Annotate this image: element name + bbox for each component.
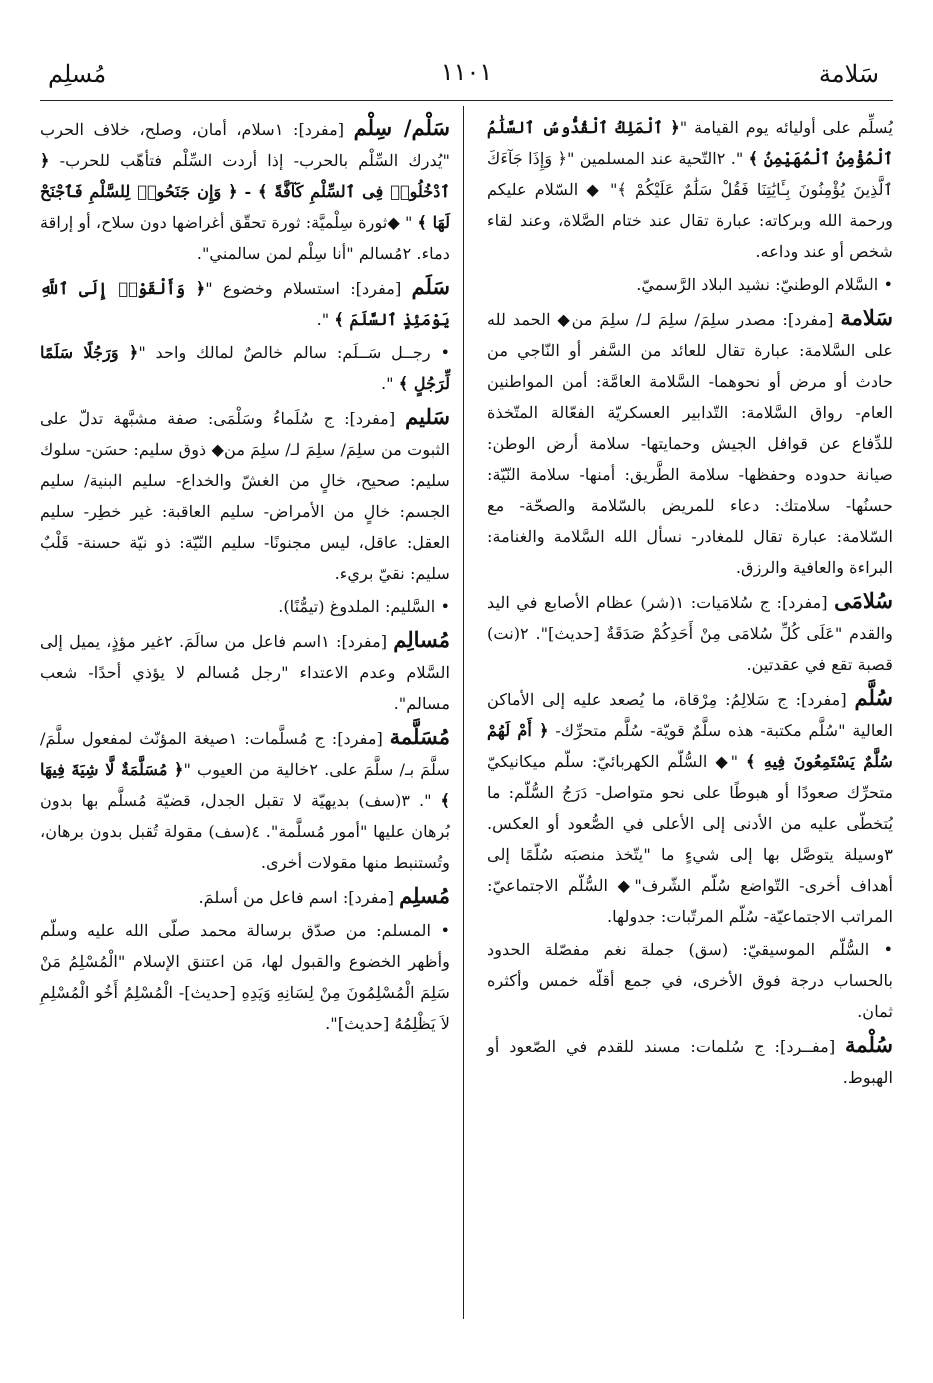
definition-text: [مفرد]: استسلام وخضوع " [205,279,412,298]
definition-text: [مفرد]: مصدر سلِمَ/ سلِمَ لـ/ سلِمَ من◆ الحمد لله على السَّلامة: عبارة تقال للعائد من السَّفر أو النّاجي من حادث أو مرض أو نحوهما- السَّلامة العامَّة: أمن المواطنين العام- رواق السَّلامة: التّدابير العسكريّة الفعّالة المتّخذة للدِّفاع عن قوافل الجيش وحمايتها- سلامة أرض الوطن: صيانة حدوده وحفظها- سلامة الطَّريق: أمنها- سلامة النّيّة: حسنُها- سلامتك: دعاء للمريض بالسّلامة والصحّة- مع السّلامة: عبارة تقال للمغادر- نسأل الله السَّلامة والغنامة: البراءة والعافية والرزق. [487,310,893,577]
dictionary-entry [40,624,450,719]
dictionary-entry [40,591,450,622]
definition-text: [مفرد]: ج سُلامَيات: ١(شر) عظام الأصابع في اليد والقدم "عَلَى كُلِّ سُلامَى مِنْ أَحَدِكُمْ صَدَقَةٌ [حديث]". ٢(نت) قصبة تقع في عقدتين. [487,593,893,674]
dictionary-entry [487,682,893,932]
definition-text: [مفرد]: ١سلام، أمان، وصلح، خلاف الحرب "يُدرك السِّلْم بالحرب- إذا أردت السِّلْم فتأهّب للحرب- [40,120,450,170]
definition-text: • السُّلّم الموسيقيّ: (سق) جملة نغم مفصّلة الحدود بالحساب درجة فوق الأخرى، في جمع أقلّه خمس وأكثره ثمان. [487,940,893,1021]
right-column [487,112,893,1095]
left-column [40,112,450,1041]
definition-text: [مفرد]: ج سَلالِمُ: مِرْقاة، ما يُصعد عليه إلى الأماكن العالية "سُلَّم مكتبة- هذه سلَّمٌ قويّة- سُلَّم متحرِّك- [487,690,893,740]
column-divider [463,106,464,1319]
dictionary-entry [40,271,450,335]
definition-text: [مفرد]: ج سُلَماءُ وسَلْمَى: صفة مشبَّهة تدلّ على الثبوت من سلِمَ/ سلِمَ لـ/ سلِمَ من◆ ذوق سليم: حسَن- سلوك سليم: صحيح، خالٍ من الغشّ والخداع- سليم البنية/ سليم الجسم: خالٍ من الأمراض- سليم العاقبة: غير خطِر- سليم العقل: عاقل، ليس مجنونًا- سليم النّيّة: ذو نيّة حسنة- قَلْبٌ سليم: نقيّ بريء. [40,409,450,583]
definition-text: • السَّلام الوطنيّ: نشيد البلاد الرَّسميّ. [636,275,893,294]
definition-text-cont: "◆ السُّلّم الكهربائيّ: سلّم ميكانيكيّ متحرِّك صعودًا أو هبوطًا على نحو متواصل- دَرَجُ السُّلّم: ما يُتخطّى عليه من الأدنى إلى الأعلى في الصُّعود أو العكس. ٣وسيلة يتوصَّل بها إلى شيءٍ ما "يتّخذ منصبَه سُلّمًا إلى أهداف أخرى- التّواضع سُلّم الشّرف"◆ السُّلّم الاجتماعيّ: المراتب الاجتماعيّة- سُلّم المرتّبات: جدولها. [487,752,893,926]
definition-text: [مفــرد]: ج سُلمات: مسند للقدم في الصّعود أو الهبوط. [487,1037,893,1087]
headword: مُسَلَّمة [389,724,450,749]
headword: سُلامَى [834,588,893,613]
quran-quote: ﴿ وَأَلْقَوْا۟ إِلَى ٱللَّهِ يَوْمَئِذٍ ٱلسَّلَمَ ﴾ [40,279,450,329]
quran-quote: ﴿ ٱدْخُلُوا۟ فِى ٱلسِّلْمِ كَآفَّةً ﴾ - ﴿ وَإِن جَنَحُوا۟ لِلسَّلْمِ فَٱجْنَحْ لَهَا ﴾ [40,151,450,232]
quran-quote: ﴿ وَرَجُلًا سَلَمًا لِّرَجُلٍ ﴾ [40,343,450,393]
headword: سَليم [405,404,450,429]
headword: مُسلِم [399,883,450,908]
headword: سَلْم/ سِلْم [353,115,451,140]
headword: سَلامة [840,305,893,330]
definition-text: [مفرد]: اسم فاعل من أسلمَ. [198,888,400,907]
dictionary-entry [487,934,893,1027]
quran-quote: ﴿ أَمْ لَهُمْ سُلَّمٌ يَسْتَمِعُونَ فِيهِ ﴾ [487,721,893,771]
header-rule [40,100,893,101]
headword: سُلْمة [845,1032,893,1057]
quran-quote: ﴿ مُسَلَّمَةٌ لَّا شِيَةَ فِيهَا ﴾ [40,760,450,810]
definition-text: • رجــل سَــلَم: سالم خالصٌ لمالك واحد " [138,343,450,362]
headword: مُسالِم [393,627,450,652]
definition-text: • المسلم: من صدّق برسالة محمد صلّى الله عليه وسلّم وأظهر الخضوع والقبول لها، مَن اعتنق الإسلام "الْمُسْلِمُ مَنْ سَلِمَ الْمُسْلِمُونَ مِنْ لِسَانِهِ وَيَدِهِ [حديث]- الْمُسْلِمُ أَخُو الْمُسْلِمِ لاَ يَظْلِمُهُ [حديث]". [40,921,450,1033]
definition-text: يُسلِّم على أوليائه يوم القيامة " [679,118,893,137]
definition-text-cont: ". ٢التّحية عند المسلمين "﴿ وَإِذَا جَآءَكَ ٱلَّذِينَ يُؤْمِنُونَ بِـَٔايَٰتِنَا فَقُلْ سَلَٰمٌ عَلَيْكُمْ ﴾" ◆ السّلام عليكم ورحمة الله وبركاته: عبارة تقال عند ختام الصَّلاة، وعند لقاء شخص أو عند وداعه. [487,149,893,261]
dictionary-entry [487,1029,893,1093]
dictionary-entry [487,585,893,680]
dictionary-entry [40,721,450,878]
dictionary-entry [40,880,450,913]
definition-text: • السَّليم: الملدوغ (تيمُّنًا). [278,597,450,616]
quran-quote: ﴿ ٱلْمَلِكُ ٱلْقُدُّوسُ ٱلسَّلَٰمُ ٱلْمُؤْمِنُ ٱلْمُهَيْمِنُ ﴾ [487,118,894,168]
definition-text: [مفرد]: ج مُسلَّمات: ١صيغة المؤنّث لمفعول سلَّمَ/ سلَّمَ بـ/ سلَّمَ على. ٢خالية من العيوب " [40,729,450,779]
definition-text: [مفرد]: ١اسم فاعل من سالَمَ. ٢غير مؤذٍ، يميل إلى السَّلام وعدم الاعتداء "رجل مُسالم لا يؤذي أحدًا- شعب مسالم". [40,632,450,713]
definition-text-cont: ". [316,310,335,329]
page-header [48,58,885,98]
dictionary-entry [40,915,450,1039]
dictionary-entry [487,112,893,267]
dictionary-entry [40,337,450,399]
header-right-word: سَلامة [818,60,879,88]
dictionary-entry [40,401,450,589]
headword: سَلَم [411,274,451,299]
headword: سُلَّم [854,685,893,710]
dictionary-entry [40,112,450,269]
dictionary-entry [487,269,893,300]
definition-text-cont: " ◆ثورة سِلْميَّة: ثورة تحقّق أغراضها دون سلاح، أو إراقة دماء. ٢مُسالم "أنا سِلْم لمن سالمني". [40,213,450,263]
definition-text-cont: ". [381,374,399,393]
dictionary-entry [487,302,893,583]
definition-text-cont: ". ٣(سف) بديهيّة لا تقبل الجدل، قضيّة مُسلَّم بها بدون بُرهان عليها "أمور مُسلَّمة". ٤(سف) مقولة تُقبل بدون برهان، وتُستنبط منها مقولات أخرى. [40,791,450,872]
header-left-word: مُسلِم [48,60,107,88]
page-number: ١١٠١ [440,58,493,86]
